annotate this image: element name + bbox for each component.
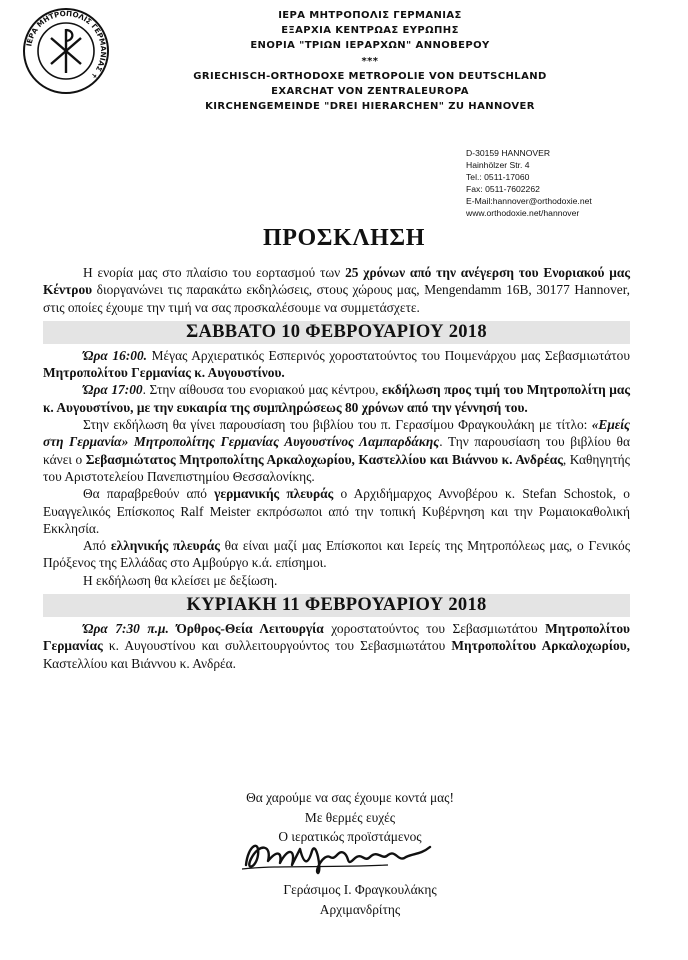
letterhead-line: ΕΞΑΡΧΙΑ ΚΕΝΤΡΩΑΣ ΕΥΡΩΠΗΣ <box>281 25 459 37</box>
letterhead <box>120 8 620 114</box>
reception-paragraph: Η εκδήλωση θα κλείσει με δεξίωση. <box>83 572 278 588</box>
signer-block <box>220 880 500 919</box>
letterhead-line: ΕΝΟΡΙΑ "ΤΡΙΩΝ ΙΕΡΑΡΧΩΝ" ΑΝΝΟΒΕΡΟΥ <box>250 40 490 52</box>
email: E-Mail:hannover@orthodoxie.net <box>466 196 592 207</box>
phone: Tel.: 0511-17060 <box>466 172 530 183</box>
document-title: ΠΡΟΣΚΛΗΣΗ <box>263 225 425 251</box>
closing-line: Με θερμές ευχές <box>304 809 396 825</box>
closing-line: Ο ιερατικώς προϊστάμενος <box>278 829 422 844</box>
sunday-liturgy-paragraph: Ώρα 7:30 π.μ. Όρθρος-Θεία Λειτουργία χοροστατούντος του Σεβασμιωτάτου Μητροπολίτου Γερμανίας κ. Αυγουστίνου και συλλειτουργούντος του Σεβασμιωτάτου Μητροπολίτου Αρκαλοχωρίου, Καστελλίου και Βιάννου κ. Ανδρέα. <box>43 621 630 671</box>
address-line: Hainhölzer Str. 4 <box>466 160 530 171</box>
contact-block <box>466 147 592 220</box>
signer-role: Αρχιμανδρίτης <box>319 901 401 917</box>
svg-text:ΙΕΡΑ ΜΗΤΡΟΠΟΛΙΣ ΓΕΡΜΑΝΙΑΣ ✝: ΙΕΡΑ ΜΗΤΡΟΠΟΛΙΣ ΓΕΡΜΑΝΙΑΣ ✝ <box>24 8 109 81</box>
letterhead-line: GRIECHISCH-ORTHODOXE METROPOLIE VON DEUTSCHLAND <box>193 70 547 82</box>
letterhead-line: ΙΕΡΑ ΜΗΤΡΟΠΟΛΙΣ ΓΕΡΜΑΝΙΑΣ <box>278 10 462 21</box>
signer-name: Γεράσιμος Ι. Φραγκουλάκης <box>283 882 437 897</box>
closing-line: Θα χαρούμε να σας έχουμε κοντά μας! <box>246 790 454 805</box>
greek-guests-paragraph: Από ελληνικής πλευράς θα είναι μαζί μας Επίσκοποι και Ιερείς της Μητροπόλεως μας, ο Γενικός Πρόξενος της Ελλάδας στο Αμβούργο κ.ά. επίσημοι. <box>43 538 631 571</box>
invitation-body <box>43 264 630 672</box>
letterhead-separator: *** <box>361 55 379 67</box>
saturday-vespers-paragraph: Ώρα 16:00. Μέγας Αρχιερατικός Εσπερινός χοροστατούντος του Ποιμενάρχου μας Σεβασμιωτάτου Μητροπολίτου Γερμανίας κ. Αυγουστίνου. <box>43 347 630 381</box>
letterhead-line: KIRCHENGEMEINDE "DREI HIERARCHEN" ZU HANNOVER <box>205 101 535 113</box>
address-line: D-30159 HANNOVER <box>466 148 551 158</box>
fax: Fax: 0511-7602262 <box>466 184 540 195</box>
intro-paragraph: Η ενορία μας στο πλαίσιο του εορτασμού των 25 χρόνων από την ανέγερση του Ενοριακού μας Κέντρου διοργανώνει τις παρακάτω εκδηλώσεις, στους χώρους μας, Mengendamm 16B, 30177 Hannover, στις οποίες έχουμε την τιμή να σας προσκαλέσουμε να συμμετάσχετε. <box>43 265 631 315</box>
letterhead-line: EXARCHAT VON ZENTRALEUROPA <box>271 86 469 98</box>
saturday-event-paragraph: Ώρα 17:00. Στην αίθουσα του ενοριακού μας κέντρου, εκδήλωση προς τιμή του Μητροπολίτη μας κ. Αυγουστίνου, με την ευκαιρία της συμπληρώσεως 80 χρόνων από την γέννησή του. <box>43 382 630 415</box>
german-guests-paragraph: Θα παραβρεθούν από γερμανικής πλευράς ο Αρχιδήμαρχος Αννοβέρου κ. Stefan Schostok, ο Ευαγγελικός Επίσκοπος Ralf Meister εκπρόσωποι από την τοπική Κυβέρνηση και την Ρωμαιοκαθολική Εκκλησία. <box>43 486 631 536</box>
handwritten-signature <box>238 835 438 877</box>
saturday-heading: ΣΑΒΒΑΤΟ 10 ΦΕΒΡΟΥΑΡΙΟΥ 2018 <box>43 321 630 344</box>
metropolis-seal-logo <box>22 7 110 95</box>
book-presentation-paragraph: Στην εκδήλωση θα γίνει παρουσίαση του βιβλίου του π. Γερασίμου Φραγκουλάκη με τίτλο: «Εμείς στη Γερμανία» Μητροπολίτης Γερμανίας Αυγουστίνος Λαμπαρδάκης. Την παρουσίαση του βιβλίου θα κάνει ο Σεβασμιώτατος Μητροπολίτης Αρκαλοχωρίου, Καστελλίου και Βιάννου κ. Ανδρέας, Καθηγητής του Αριστοτελείου Πανεπιστημίου Θεσσαλονίκης. <box>43 417 630 484</box>
sunday-heading: ΚΥΡΙΑΚΗ 11 ΦΕΒΡΟΥΑΡΙΟΥ 2018 <box>43 594 630 617</box>
website: www.orthodoxie.net/hannover <box>466 208 580 219</box>
